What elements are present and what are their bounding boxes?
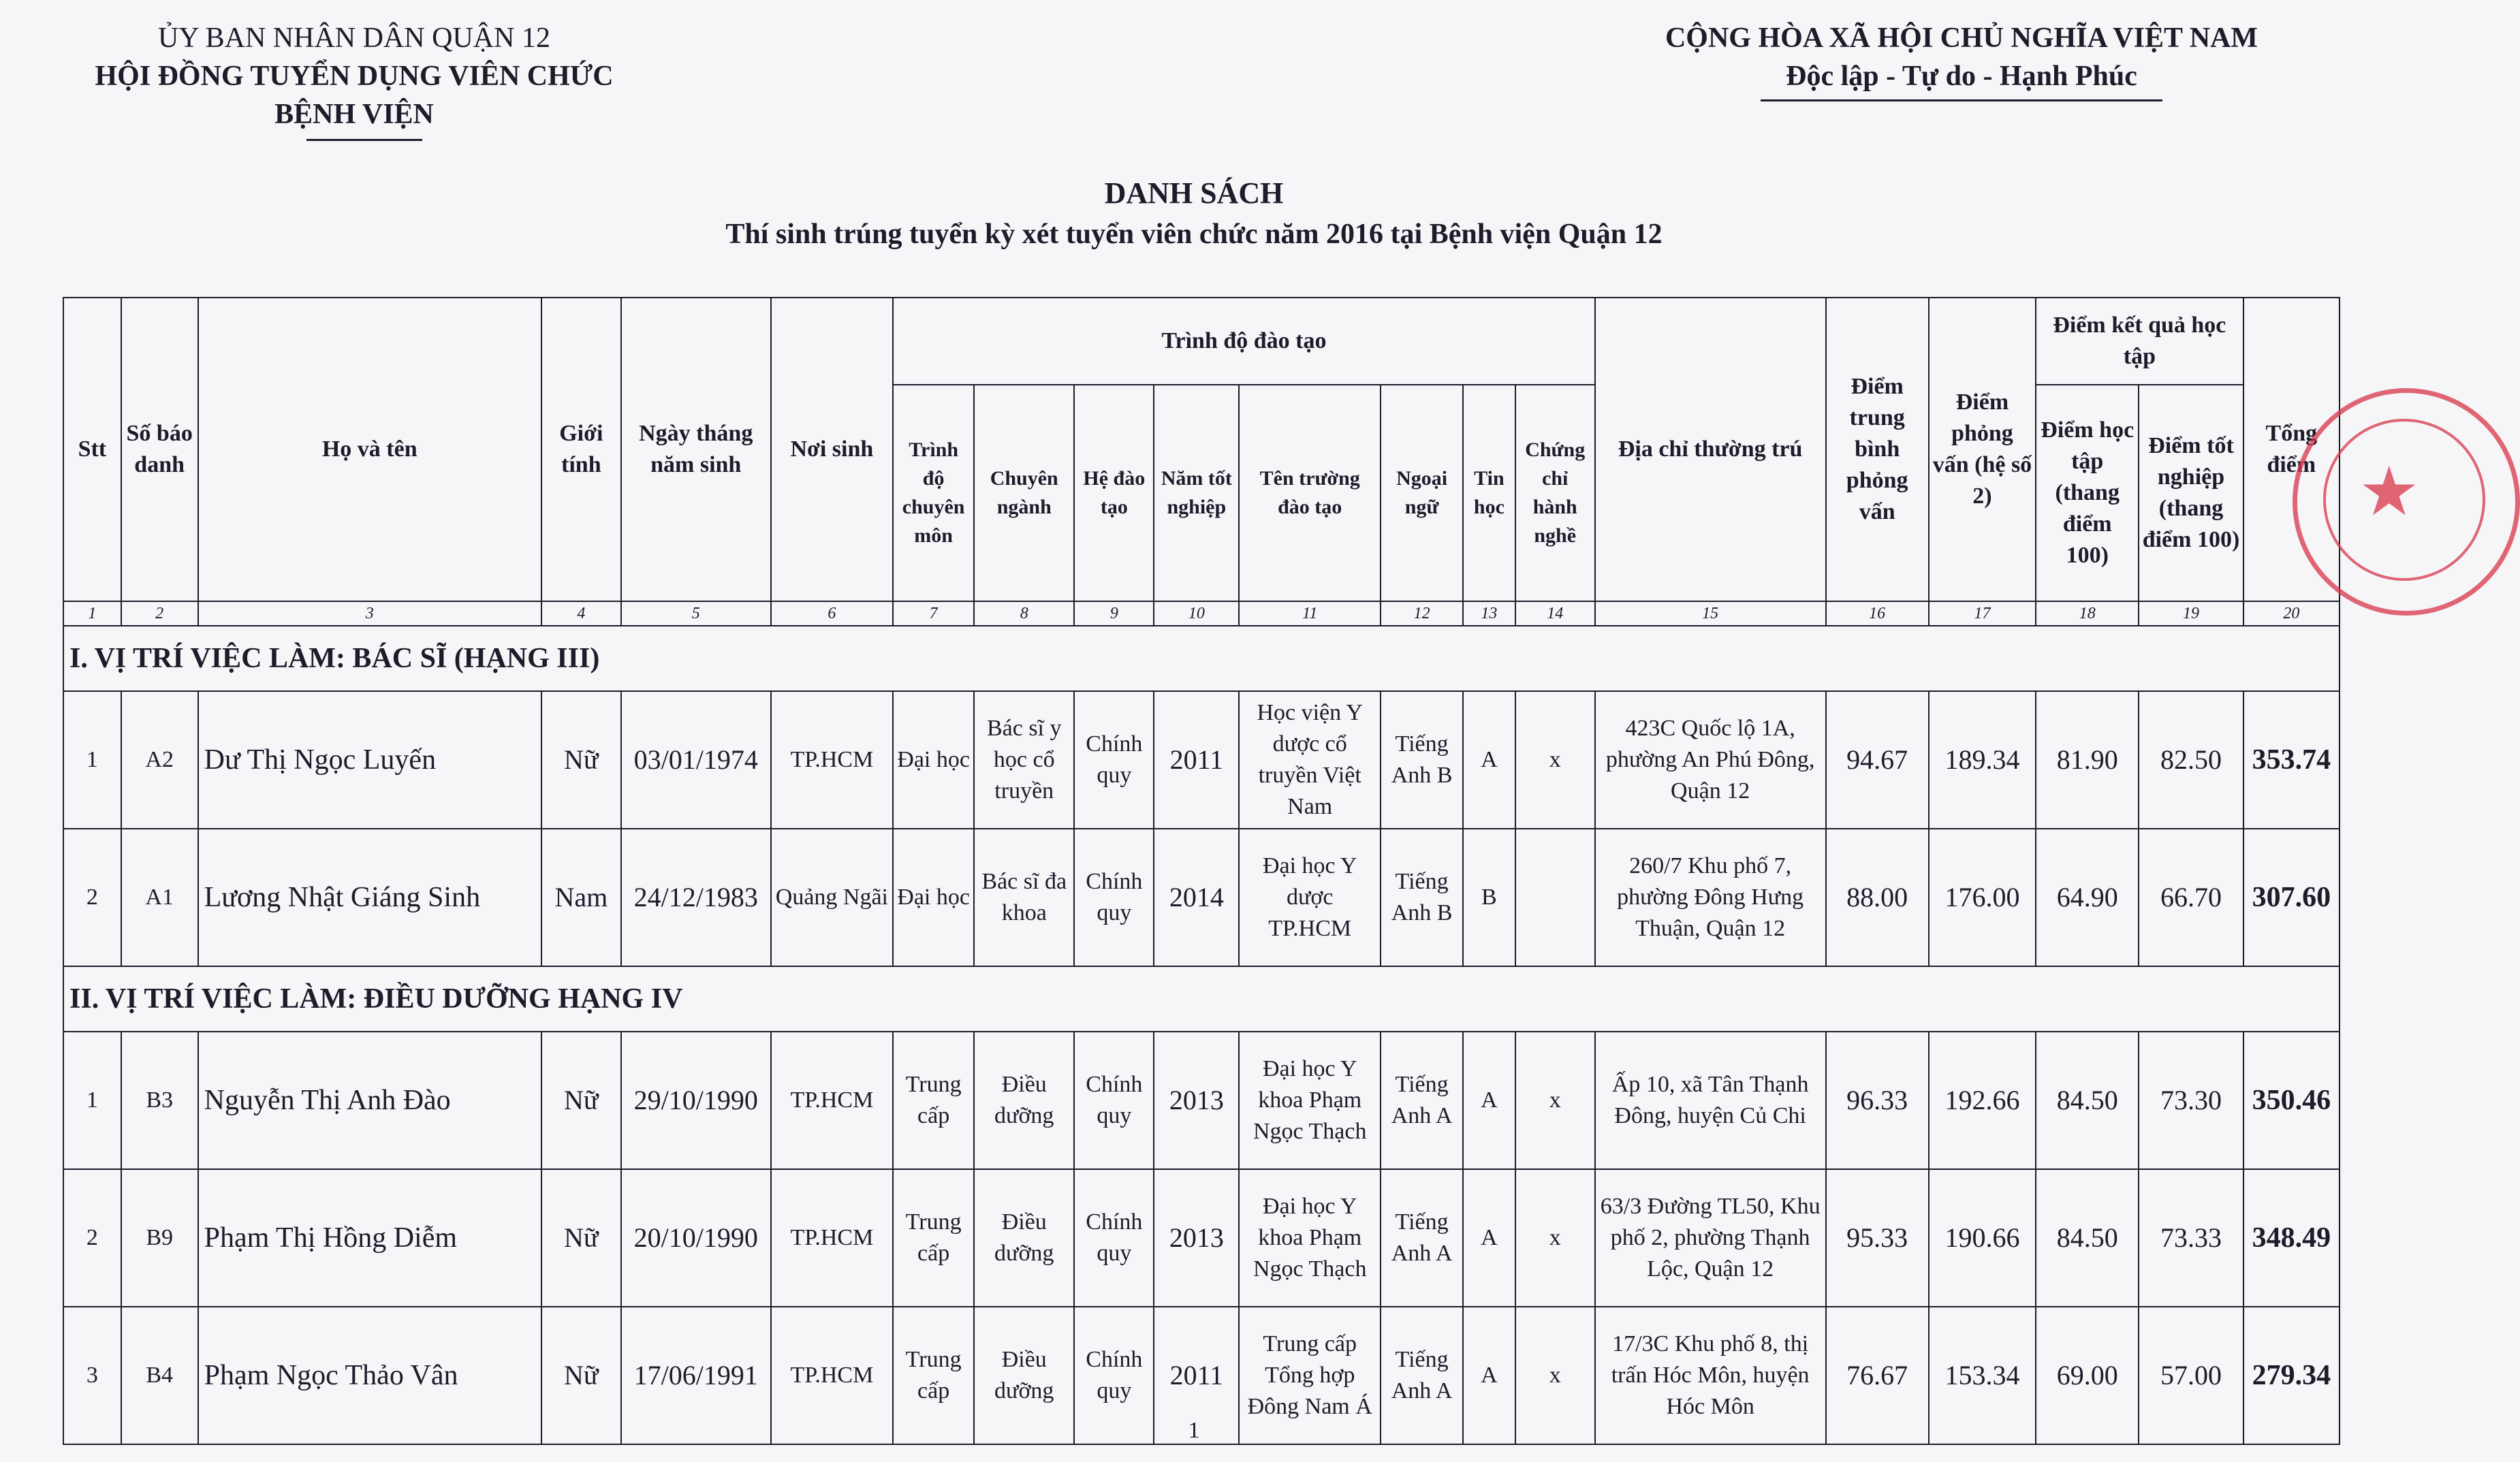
column-number-row	[63, 601, 2340, 626]
cell-noi-sinh: Quảng Ngãi	[771, 829, 894, 966]
cell-trinh-do: Trung cấp	[893, 1169, 974, 1307]
column-number: 20	[2243, 601, 2340, 626]
header-diem-ket-qua-hoc-tap: Điểm kết quả học tập	[2036, 298, 2243, 385]
header-trinh-do-dao-tao: Trình độ đào tạo	[893, 298, 1595, 385]
header-diem-tot-nghiep: Điểm tốt nghiệp (thang điểm 100)	[2139, 385, 2243, 601]
cell-ngay-sinh: 20/10/1990	[621, 1169, 771, 1307]
cell-diem-hoc-tap: 64.90	[2036, 829, 2139, 966]
cell-nam-tot-nghiep: 2013	[1154, 1032, 1239, 1169]
cell-diem-phong-van-x2: 176.00	[1929, 829, 2036, 966]
national-motto: Độc lập - Tự do - Hạnh Phúc	[1786, 61, 2137, 92]
cell-ten-truong: Đại học Y khoa Phạm Ngọc Thạch	[1239, 1169, 1381, 1307]
section-title: II. VỊ TRÍ VIỆC LÀM: ĐIỀU DƯỠNG HẠNG IV	[63, 966, 2340, 1032]
cell-ho-va-ten: Nguyễn Thị Anh Đào	[198, 1032, 541, 1169]
motto-underline	[1761, 99, 2162, 101]
column-number: 5	[621, 601, 771, 626]
cell-ho-va-ten: Phạm Thị Hồng Diễm	[198, 1169, 541, 1307]
cell-nam-tot-nghiep: 2011	[1154, 691, 1239, 829]
table-row	[63, 691, 2340, 829]
cell-chung-chi: x	[1515, 1169, 1595, 1307]
cell-chung-chi: x	[1515, 1307, 1595, 1444]
cell-so-bao-danh: B4	[121, 1307, 198, 1444]
cell-diem-phong-van-x2: 192.66	[1929, 1032, 2036, 1169]
cell-diem-tb-phong-van: 94.67	[1826, 691, 1929, 829]
column-number: 1	[63, 601, 121, 626]
cell-he-dao-tao: Chính quy	[1074, 1169, 1154, 1307]
national-motto-block	[1594, 19, 2329, 95]
header-ten-truong: Tên trường đào tạo	[1239, 385, 1381, 601]
column-number: 10	[1154, 601, 1239, 626]
cell-trinh-do: Đại học	[893, 829, 974, 966]
column-number: 12	[1381, 601, 1463, 626]
column-number: 14	[1515, 601, 1595, 626]
cell-he-dao-tao: Chính quy	[1074, 829, 1154, 966]
cell-stt: 2	[63, 1169, 121, 1307]
cell-ngoai-ngu: Tiếng Anh A	[1381, 1169, 1463, 1307]
column-number: 2	[121, 601, 198, 626]
cell-diem-hoc-tap: 69.00	[2036, 1307, 2139, 1444]
header-chuyen-nganh: Chuyên ngành	[974, 385, 1074, 601]
cell-trinh-do: Đại học	[893, 691, 974, 829]
cell-tong-diem: 350.46	[2243, 1032, 2340, 1169]
cell-noi-sinh: TP.HCM	[771, 1307, 894, 1444]
cell-ten-truong: Đại học Y khoa Phạm Ngọc Thạch	[1239, 1032, 1381, 1169]
cell-ho-va-ten: Lương Nhật Giáng Sinh	[198, 829, 541, 966]
cell-diem-tb-phong-van: 96.33	[1826, 1032, 1929, 1169]
issuer-line-3: BỆNH VIỆN	[274, 99, 434, 130]
cell-ngay-sinh: 29/10/1990	[621, 1032, 771, 1169]
cell-noi-sinh: TP.HCM	[771, 1032, 894, 1169]
header-gioi-tinh: Giới tính	[541, 298, 621, 601]
cell-diem-phong-van-x2: 189.34	[1929, 691, 2036, 829]
cell-tin-hoc: A	[1463, 1169, 1515, 1307]
cell-ngoai-ngu: Tiếng Anh A	[1381, 1032, 1463, 1169]
cell-diem-tot-nghiep: 57.00	[2139, 1307, 2243, 1444]
cell-gioi-tinh: Nữ	[541, 1169, 621, 1307]
cell-diem-phong-van-x2: 153.34	[1929, 1307, 2036, 1444]
cell-ten-truong: Học viện Y dược cổ truyền Việt Nam	[1239, 691, 1381, 829]
cell-ngoai-ngu: Tiếng Anh A	[1381, 1307, 1463, 1444]
cell-tong-diem: 348.49	[2243, 1169, 2340, 1307]
cell-chung-chi	[1515, 829, 1595, 966]
cell-diem-tot-nghiep: 82.50	[2139, 691, 2243, 829]
document-title: DANH SÁCH	[1104, 176, 1284, 210]
header-dia-chi: Địa chỉ thường trú	[1595, 298, 1826, 601]
column-number: 11	[1239, 601, 1381, 626]
cell-tong-diem: 307.60	[2243, 829, 2340, 966]
document-subtitle: Thí sinh trúng tuyển kỳ xét tuyển viên chức năm 2016 tại Bệnh viện Quận 12	[725, 219, 1663, 250]
header-ngoai-ngu: Ngoại ngữ	[1381, 385, 1463, 601]
cell-ten-truong: Đại học Y dược TP.HCM	[1239, 829, 1381, 966]
candidates-table	[63, 297, 2340, 1445]
cell-stt: 1	[63, 691, 121, 829]
table-row	[63, 1169, 2340, 1307]
header-nam-tot-nghiep: Năm tốt nghiệp	[1154, 385, 1239, 601]
cell-diem-tb-phong-van: 76.67	[1826, 1307, 1929, 1444]
header-he-dao-tao: Hệ đào tạo	[1074, 385, 1154, 601]
cell-trinh-do: Trung cấp	[893, 1032, 974, 1169]
cell-diem-tb-phong-van: 95.33	[1826, 1169, 1929, 1307]
cell-chuyen-nganh: Điều dưỡng	[974, 1307, 1074, 1444]
section-row	[63, 626, 2340, 691]
column-number: 18	[2036, 601, 2139, 626]
cell-noi-sinh: TP.HCM	[771, 691, 894, 829]
cell-he-dao-tao: Chính quy	[1074, 1032, 1154, 1169]
cell-tin-hoc: A	[1463, 691, 1515, 829]
cell-dia-chi: Ấp 10, xã Tân Thạnh Đông, huyện Củ Chi	[1595, 1032, 1826, 1169]
cell-noi-sinh: TP.HCM	[771, 1169, 894, 1307]
cell-chuyen-nganh: Điều dưỡng	[974, 1169, 1074, 1307]
column-number: 13	[1463, 601, 1515, 626]
official-seal-stamp	[2293, 388, 2520, 616]
cell-stt: 1	[63, 1032, 121, 1169]
cell-tong-diem: 353.74	[2243, 691, 2340, 829]
header-ngay-sinh: Ngày tháng năm sinh	[621, 298, 771, 601]
cell-tin-hoc: B	[1463, 829, 1515, 966]
cell-ngay-sinh: 03/01/1974	[621, 691, 771, 829]
cell-chuyen-nganh: Điều dưỡng	[974, 1032, 1074, 1169]
cell-gioi-tinh: Nam	[541, 829, 621, 966]
cell-dia-chi: 63/3 Đường TL50, Khu phố 2, phường Thạnh Lộc, Quận 12	[1595, 1169, 1826, 1307]
cell-chung-chi: x	[1515, 691, 1595, 829]
column-number: 19	[2139, 601, 2243, 626]
cell-diem-hoc-tap: 84.50	[2036, 1169, 2139, 1307]
table-row	[63, 1032, 2340, 1169]
cell-tong-diem: 279.34	[2243, 1307, 2340, 1444]
table-row	[63, 829, 2340, 966]
column-number: 15	[1595, 601, 1826, 626]
seal-star-icon: ★	[2359, 454, 2420, 530]
cell-ngoai-ngu: Tiếng Anh B	[1381, 829, 1463, 966]
cell-nam-tot-nghiep: 2014	[1154, 829, 1239, 966]
header-noi-sinh: Nơi sinh	[771, 298, 894, 601]
page-number: 1	[1188, 1418, 1200, 1443]
cell-so-bao-danh: B9	[121, 1169, 198, 1307]
column-number: 6	[771, 601, 894, 626]
cell-ngay-sinh: 24/12/1983	[621, 829, 771, 966]
cell-nam-tot-nghiep: 2011	[1154, 1307, 1239, 1444]
header-diem-tb-phong-van: Điểm trung bình phỏng vấn	[1826, 298, 1929, 601]
header-trinh-do-chuyen-mon: Trình độ chuyên môn	[893, 385, 974, 601]
issuer-block	[48, 19, 661, 133]
cell-gioi-tinh: Nữ	[541, 691, 621, 829]
cell-diem-tot-nghiep: 73.30	[2139, 1032, 2243, 1169]
cell-chuyen-nganh: Bác sĩ y học cổ truyền	[974, 691, 1074, 829]
cell-diem-hoc-tap: 84.50	[2036, 1032, 2139, 1169]
header-chung-chi: Chứng chỉ hành nghề	[1515, 385, 1595, 601]
cell-gioi-tinh: Nữ	[541, 1307, 621, 1444]
cell-diem-tot-nghiep: 73.33	[2139, 1169, 2243, 1307]
cell-he-dao-tao: Chính quy	[1074, 691, 1154, 829]
cell-diem-tb-phong-van: 88.00	[1826, 829, 1929, 966]
cell-chung-chi: x	[1515, 1032, 1595, 1169]
issuer-line-1: ỦY BAN NHÂN DÂN QUẬN 12	[158, 22, 550, 54]
header-tong-diem: Tổng điểm	[2243, 298, 2340, 601]
column-number: 9	[1074, 601, 1154, 626]
column-number: 8	[974, 601, 1074, 626]
header-diem-phong-van-he-so-2: Điểm phỏng vấn (hệ số 2)	[1929, 298, 2036, 601]
column-number: 4	[541, 601, 621, 626]
header-ho-va-ten: Họ và tên	[198, 298, 541, 601]
cell-diem-tot-nghiep: 66.70	[2139, 829, 2243, 966]
cell-ho-va-ten: Dư Thị Ngọc Luyến	[198, 691, 541, 829]
cell-chuyen-nganh: Bác sĩ đa khoa	[974, 829, 1074, 966]
column-number: 3	[198, 601, 541, 626]
cell-dia-chi: 423C Quốc lộ 1A, phường An Phú Đông, Quận 12	[1595, 691, 1826, 829]
cell-so-bao-danh: A2	[121, 691, 198, 829]
cell-he-dao-tao: Chính quy	[1074, 1307, 1154, 1444]
section-title: I. VỊ TRÍ VIỆC LÀM: BÁC SĨ (HẠNG III)	[63, 626, 2340, 691]
cell-trinh-do: Trung cấp	[893, 1307, 974, 1444]
cell-ngoai-ngu: Tiếng Anh B	[1381, 691, 1463, 829]
header-stt: Stt	[63, 298, 121, 601]
issuer-underline	[306, 139, 422, 141]
cell-so-bao-danh: B3	[121, 1032, 198, 1169]
cell-gioi-tinh: Nữ	[541, 1032, 621, 1169]
header-diem-hoc-tap: Điểm học tập (thang điểm 100)	[2036, 385, 2139, 601]
cell-diem-hoc-tap: 81.90	[2036, 691, 2139, 829]
cell-ten-truong: Trung cấp Tổng hợp Đông Nam Á	[1239, 1307, 1381, 1444]
column-number: 17	[1929, 601, 2036, 626]
section-row	[63, 966, 2340, 1032]
cell-dia-chi: 260/7 Khu phố 7, phường Đông Hưng Thuận, Quận 12	[1595, 829, 1826, 966]
header-so-bao-danh: Số báo danh	[121, 298, 198, 601]
cell-tin-hoc: A	[1463, 1032, 1515, 1169]
cell-so-bao-danh: A1	[121, 829, 198, 966]
cell-dia-chi: 17/3C Khu phố 8, thị trấn Hóc Môn, huyện Hóc Môn	[1595, 1307, 1826, 1444]
cell-nam-tot-nghiep: 2013	[1154, 1169, 1239, 1307]
cell-stt: 3	[63, 1307, 121, 1444]
issuer-line-2: HỘI ĐỒNG TUYỂN DỤNG VIÊN CHỨC	[95, 61, 614, 92]
cell-ho-va-ten: Phạm Ngọc Thảo Vân	[198, 1307, 541, 1444]
header-tin-hoc: Tin học	[1463, 385, 1515, 601]
national-name: CỘNG HÒA XÃ HỘI CHỦ NGHĨA VIỆT NAM	[1665, 22, 2258, 54]
cell-diem-phong-van-x2: 190.66	[1929, 1169, 2036, 1307]
column-number: 16	[1826, 601, 1929, 626]
cell-stt: 2	[63, 829, 121, 966]
column-number: 7	[893, 601, 974, 626]
cell-ngay-sinh: 17/06/1991	[621, 1307, 771, 1444]
cell-tin-hoc: A	[1463, 1307, 1515, 1444]
